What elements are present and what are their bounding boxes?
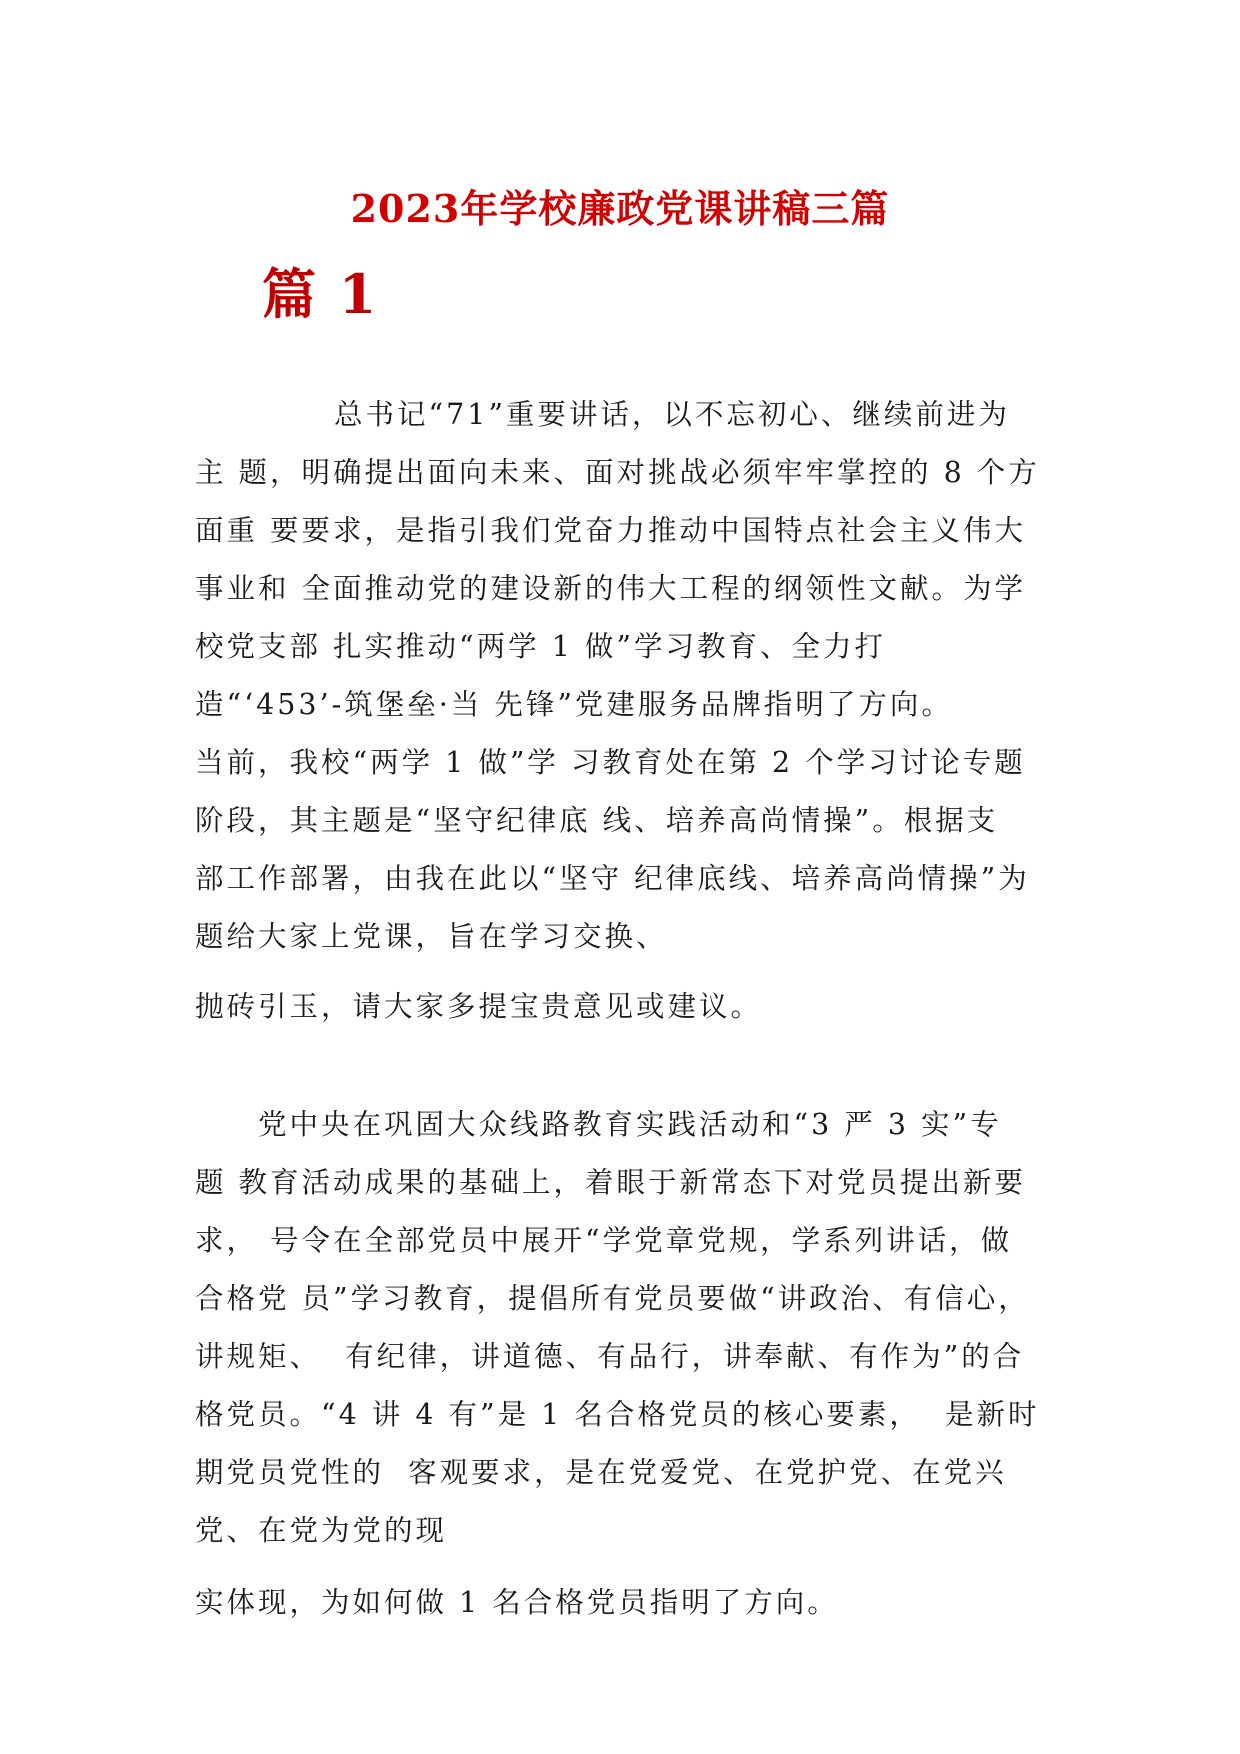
paragraph-line: 求， 号令在全部党员中展开“学党章党规，学系列讲话，做 xyxy=(195,1224,1013,1257)
paragraph-line: 造“‘453’-筑堡垒·当 先锋”党建服务品牌指明了方向。 xyxy=(195,688,953,721)
paragraph-line: 事业和 全面推动党的建设新的伟大工程的纲领性文献。为学 xyxy=(195,572,1027,605)
paragraph-line: 格党员。“4 讲 4 有”是 1 名合格党员的核心要素， 是新时 xyxy=(195,1398,1040,1431)
paragraph-line: 讲规矩、 有纪律，讲道德、有品行，讲奉献、有作为”的合 xyxy=(195,1340,1025,1373)
paragraph-line: 主 题，明确提出面向未来、面对挑战必须牢牢掌控的 8 个方 xyxy=(195,456,1040,489)
paragraph-line: 题给大家上党课，旨在学习交换、 xyxy=(195,920,668,953)
paragraph-line: 阶段，其主题是“坚守纪律底 线、培养高尚情操”。根据支 xyxy=(195,804,999,837)
paragraph-line: 面重 要要求，是指引我们党奋力推动中国特点社会主义伟大 xyxy=(195,514,1027,547)
paragraph-line: 部工作部署，由我在此以“坚守 纪律底线、培养高尚情操”为 xyxy=(195,862,1030,895)
paragraph-line: 实体现，为如何做 1 名合格党员指明了方向。 xyxy=(195,1586,839,1619)
paragraph-line: 当前，我校“两学 1 做”学 习教育处在第 2 个学习讨论专题 xyxy=(195,746,1026,779)
paragraph-line: 抛砖引玉，请大家多提宝贵意见或建议。 xyxy=(195,990,763,1023)
paragraph-line: 总书记“71”重要讲话，以不忘初心、继续前进为 xyxy=(334,398,1010,431)
section-heading: 篇 1 xyxy=(262,262,379,326)
paragraph-line: 合格党 员”学习教育，提倡所有党员要做“讲政治、有信心， xyxy=(195,1282,1030,1315)
paragraph-line: 党、在党为党的现 xyxy=(195,1514,448,1547)
document-title: 2023年学校廉政党课讲稿三篇 xyxy=(350,186,890,231)
paragraph-line: 党中央在巩固大众线路教育实践活动和“3 严 3 实”专 xyxy=(258,1108,1002,1141)
paragraph-line: 校党支部 扎实推动“两学 1 做”学习教育、全力打 xyxy=(195,630,886,663)
paragraph-line: 期党员党性的 客观要求，是在党爱党、在党护党、在党兴 xyxy=(195,1456,1007,1489)
paragraph-line: 题 教育活动成果的基础上，着眼于新常态下对党员提出新要 xyxy=(195,1166,1027,1199)
